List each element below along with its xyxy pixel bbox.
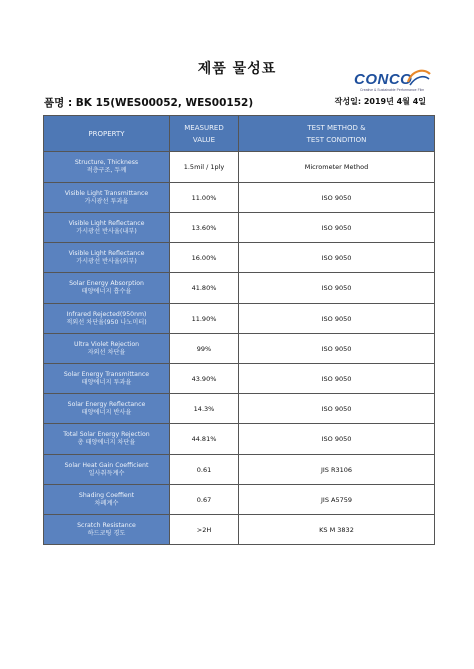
property-cell [44, 243, 170, 273]
logo-tagline: Creative & Sustainable Performance Film [360, 88, 425, 92]
property-cell [44, 364, 170, 394]
property-name-en: Ultra Violet Rejection [73, 340, 140, 348]
table-row [44, 455, 435, 485]
test-method-cell: ISO 9050 [239, 394, 435, 424]
measured-value-cell: 0.61 [170, 455, 239, 485]
property-name-ko: 자외선 차단율 [87, 348, 126, 356]
property-name-ko: 태양에너지 흡수율 [81, 288, 132, 295]
table-row [44, 243, 435, 273]
measured-value-cell: 99% [170, 334, 239, 364]
test-method-cell: ISO 9050 [239, 273, 435, 304]
measured-value-cell: 44.81% [170, 424, 239, 455]
test-method-cell: ISO 9050 [239, 243, 435, 273]
logo-wordmark: CONCO [354, 71, 413, 88]
property-cell [44, 455, 170, 485]
table-row [44, 213, 435, 243]
table-row [44, 273, 435, 304]
property-cell [44, 273, 170, 304]
property-name-ko: 가시광선 투과율 [84, 197, 129, 205]
property-cell [44, 304, 170, 334]
property-cell [44, 183, 170, 213]
test-method-cell: JIS R3106 [239, 455, 435, 485]
table-header-row [44, 116, 435, 152]
property-cell [44, 515, 170, 545]
test-method-cell: ISO 9050 [239, 364, 435, 394]
table-row [44, 394, 435, 424]
property-name-en: Shading Coeffient [78, 491, 135, 499]
property-cell [44, 213, 170, 243]
property-name-en: Scratch Resistance [77, 521, 136, 529]
test-method-cell: ISO 9050 [239, 183, 435, 213]
property-name-ko: 가시광선 반사율(외부) [76, 257, 137, 265]
property-name-ko: 차폐계수 [94, 499, 119, 507]
test-method-cell: ISO 9050 [239, 424, 435, 455]
property-name-ko: 태양에너지 투과율 [81, 378, 132, 386]
measured-value-cell: 11.90% [170, 304, 239, 334]
table-body [44, 152, 435, 545]
property-name-en: Solar Energy Absorption [69, 280, 144, 287]
property-cell [44, 485, 170, 515]
property-name-en: Visible Light Reflectance [68, 219, 145, 227]
property-name-en: Visible Light Reflectance [68, 249, 145, 257]
header-measured-value [170, 116, 239, 152]
table-row [44, 424, 435, 455]
property-cell [44, 394, 170, 424]
table-row [44, 515, 435, 545]
table-row [44, 183, 435, 213]
properties-table [43, 115, 435, 545]
test-method-cell: KS M 3832 [239, 515, 435, 545]
property-name-en: Total Solar Energy Rejection [63, 431, 150, 438]
property-name-ko: 총 태양에너지 차단율 [77, 439, 136, 446]
property-name-en: Infrared Rejected(950nm) [66, 310, 147, 318]
measured-value-cell: 13.60% [170, 213, 239, 243]
measured-value-cell: 41.80% [170, 273, 239, 304]
measured-value-cell: 43.90% [170, 364, 239, 394]
measured-value-cell: 16.00% [170, 243, 239, 273]
property-cell [44, 334, 170, 364]
header-method-line2: TEST CONDITION [306, 135, 367, 144]
property-name-ko: 일사취득계수 [88, 469, 125, 477]
table-row [44, 304, 435, 334]
property-name-en: Solar Energy Transmittance [63, 370, 150, 378]
measured-value-cell: 14.3% [170, 394, 239, 424]
measured-value-cell: >2H [170, 515, 239, 545]
test-method-cell: Micrometer Method [239, 152, 435, 183]
product-name: 품명 : BK 15(WES00052, WES00152) [44, 97, 254, 109]
property-name-en: Solar Energy Reflectance [67, 400, 146, 408]
table-row [44, 364, 435, 394]
property-name-ko: 적층구조, 두께 [86, 167, 127, 174]
header-measured-line1: MEASURED [184, 123, 224, 132]
table-row [44, 334, 435, 364]
test-method-cell: ISO 9050 [239, 304, 435, 334]
property-name-en: Visible Light Transmittance [64, 189, 149, 197]
header-test-method [239, 116, 435, 152]
header-measured-line2: VALUE [192, 135, 216, 144]
test-method-cell: JIS A5759 [239, 485, 435, 515]
document-title: 제품 물성표 [197, 61, 277, 77]
header-method-line1: TEST METHOD & [307, 123, 366, 132]
measured-value-cell: 11.00% [170, 183, 239, 213]
property-name-ko: 하드코팅 경도 [87, 529, 126, 537]
property-name-ko: 태양에너지 반사율 [81, 408, 132, 416]
header-property: PROPERTY [44, 116, 170, 152]
logo-swirl-icon [404, 66, 432, 90]
property-name-ko: 적외선 차단율(950 나노미터) [66, 318, 147, 326]
property-cell [44, 152, 170, 183]
property-name-en: Structure, Thickness [74, 159, 139, 166]
measured-value-cell: 1.5mil / 1ply [170, 152, 239, 183]
document-date: 작성일: 2019년 4월 4일 [334, 97, 426, 106]
table-row [44, 485, 435, 515]
test-method-cell: ISO 9050 [239, 334, 435, 364]
conco-logo [354, 66, 434, 96]
property-name-en: Solar Heat Gain Coefficient [64, 461, 149, 469]
table-row [44, 152, 435, 183]
measured-value-cell: 0.67 [170, 485, 239, 515]
property-cell [44, 424, 170, 455]
test-method-cell: ISO 9050 [239, 213, 435, 243]
property-name-ko: 가시광선 반사율(내부) [76, 227, 137, 235]
